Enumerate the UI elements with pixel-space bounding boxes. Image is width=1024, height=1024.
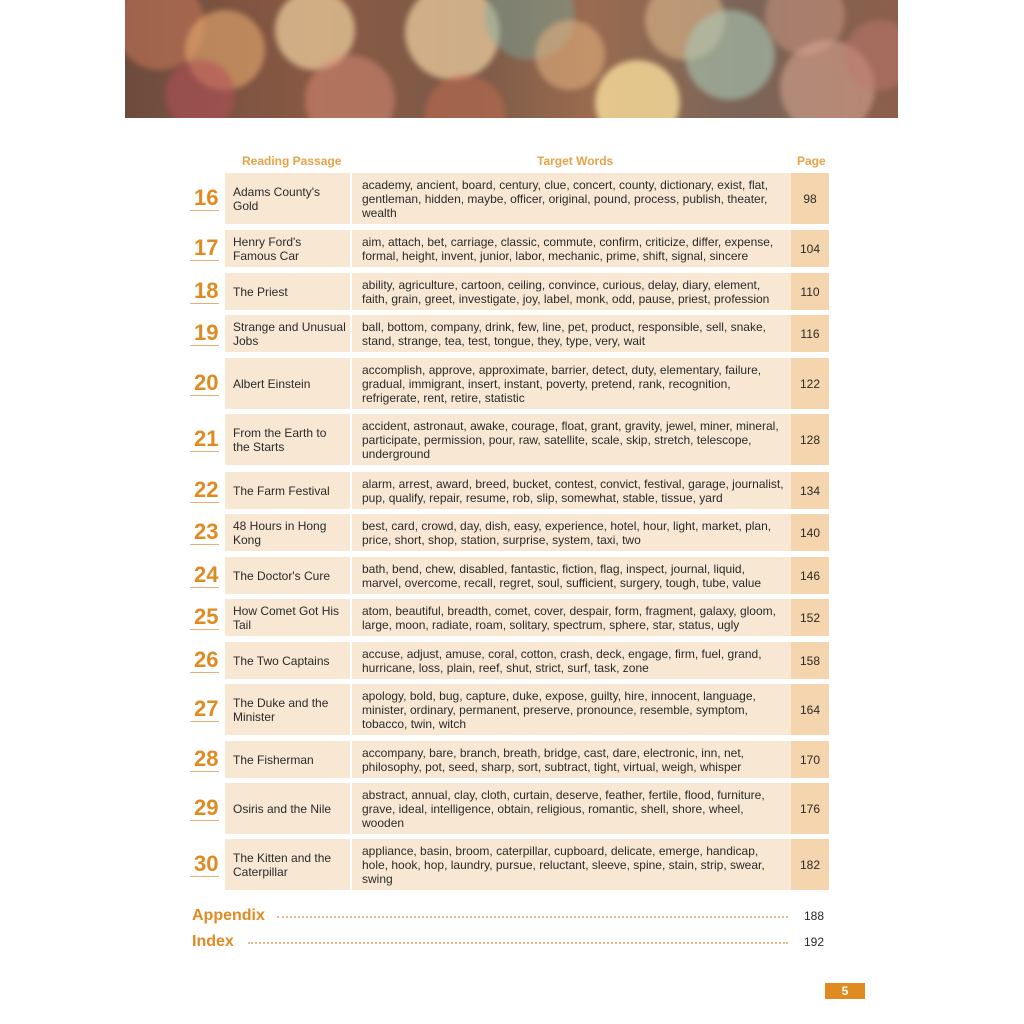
- page-number-cell: 128: [791, 414, 829, 465]
- passage-title: The Two Captains: [225, 642, 350, 679]
- page-number-cell: 152: [791, 599, 829, 636]
- table-row: [190, 839, 830, 890]
- passage-title: The Farm Festival: [225, 472, 350, 509]
- lesson-number: 22: [190, 472, 222, 509]
- page-number-cell: 146: [791, 557, 829, 594]
- passage-title: Henry Ford's Famous Car: [225, 230, 350, 267]
- target-words: alarm, arrest, award, breed, bucket, contest, convict, festival, garage, journalist, pup, qualify, repair, resume, rob, slip, somewhat, stable, tissue, yard: [352, 472, 791, 509]
- table-header: [190, 152, 830, 172]
- table-row: [190, 741, 830, 778]
- table-row: [190, 472, 830, 509]
- index-entry: [192, 932, 824, 952]
- lesson-number: 17: [190, 230, 222, 267]
- appendix-entry: [192, 906, 824, 926]
- target-words: ball, bottom, company, drink, few, line, pet, product, responsible, sell, snake, stand, strange, tea, test, tongue, they, type, very, wait: [352, 315, 791, 352]
- lesson-number: 26: [190, 642, 222, 679]
- target-words: aim, attach, bet, carriage, classic, commute, confirm, criticize, differ, expense, formal, height, invent, junior, labor, mechanic, prime, shift, signal, sincere: [352, 230, 791, 267]
- leader-dots: [248, 942, 788, 944]
- table-row: [190, 557, 830, 594]
- header-reading-passage: Reading Passage: [242, 154, 342, 168]
- page-number-cell: 116: [791, 315, 829, 352]
- passage-title: Albert Einstein: [225, 358, 350, 409]
- passage-title: Osiris and the Nile: [225, 783, 350, 834]
- lesson-number: 18: [190, 273, 222, 310]
- table-row: [190, 514, 830, 551]
- lesson-number: 28: [190, 741, 222, 778]
- page-number-cell: 170: [791, 741, 829, 778]
- page-number-cell: 164: [791, 684, 829, 735]
- table-row: [190, 414, 830, 465]
- page-number-cell: 110: [791, 273, 829, 310]
- page-number-cell: 176: [791, 783, 829, 834]
- lesson-number: 25: [190, 599, 222, 636]
- appendix-label: Appendix: [192, 907, 265, 924]
- passage-title: Adams County's Gold: [225, 173, 350, 224]
- lesson-number: 20: [190, 358, 222, 409]
- passage-title: The Kitten and the Caterpillar: [225, 839, 350, 890]
- header-page: Page: [797, 154, 826, 168]
- target-words: accompany, bare, branch, breath, bridge, cast, dare, electronic, inn, net, philosophy, pot, seed, sharp, sort, subtract, tight, virtual, weigh, whisper: [352, 741, 791, 778]
- target-words: bath, bend, chew, disabled, fantastic, fiction, flag, inspect, journal, liquid, marvel, overcome, recall, regret, soul, sufficient, surgery, tough, tube, value: [352, 557, 791, 594]
- page-number-badge: 5: [825, 983, 865, 999]
- table-row: [190, 783, 830, 834]
- lesson-number: 27: [190, 684, 222, 735]
- passage-title: From the Earth to the Starts: [225, 414, 350, 465]
- passage-title: The Doctor's Cure: [225, 557, 350, 594]
- table-of-contents: [190, 152, 830, 886]
- index-label: Index: [192, 933, 234, 950]
- page-number-cell: 134: [791, 472, 829, 509]
- table-row: [190, 173, 830, 224]
- page-number-cell: 98: [791, 173, 829, 224]
- page-number-cell: 140: [791, 514, 829, 551]
- page-number-cell: 122: [791, 358, 829, 409]
- target-words: appliance, basin, broom, caterpillar, cupboard, delicate, emerge, handicap, hole, hook, hop, laundry, pursue, reluctant, sleeve, spine, stain, strip, swear, swing: [352, 839, 791, 890]
- lesson-number: 30: [190, 839, 222, 890]
- table-row: [190, 273, 830, 310]
- lesson-number: 24: [190, 557, 222, 594]
- passage-title: The Priest: [225, 273, 350, 310]
- table-row: [190, 684, 830, 735]
- passage-title: The Duke and the Minister: [225, 684, 350, 735]
- passage-title: How Comet Got His Tail: [225, 599, 350, 636]
- bokeh-banner-image: [125, 0, 898, 118]
- passage-title: 48 Hours in Hong Kong: [225, 514, 350, 551]
- lesson-number: 21: [190, 414, 222, 465]
- lesson-number: 23: [190, 514, 222, 551]
- page-number-cell: 158: [791, 642, 829, 679]
- target-words: accident, astronaut, awake, courage, float, grant, gravity, jewel, miner, mineral, participate, permission, pour, raw, satellite, scale, skip, stretch, telescope, underground: [352, 414, 791, 465]
- target-words: academy, ancient, board, century, clue, concert, county, dictionary, exist, flat, gentleman, hidden, maybe, officer, original, pound, process, publish, theater, wealth: [352, 173, 791, 224]
- index-page: 192: [803, 935, 824, 949]
- page-number-cell: 104: [791, 230, 829, 267]
- appendix-page: 188: [803, 909, 824, 923]
- passage-title: The Fisherman: [225, 741, 350, 778]
- page-number-cell: 182: [791, 839, 829, 890]
- target-words: apology, bold, bug, capture, duke, expose, guilty, hire, innocent, language, minister, ordinary, permanent, preserve, pronounce, resemble, symptom, tobacco, twin, witch: [352, 684, 791, 735]
- passage-title: Strange and Unusual Jobs: [225, 315, 350, 352]
- target-words: accuse, adjust, amuse, coral, cotton, crash, deck, engage, firm, fuel, grand, hurricane, loss, plain, reef, shut, strict, surf, task, zone: [352, 642, 791, 679]
- table-row: [190, 358, 830, 409]
- table-row: [190, 599, 830, 636]
- lesson-number: 19: [190, 315, 222, 352]
- lesson-number: 29: [190, 783, 222, 834]
- target-words: atom, beautiful, breadth, comet, cover, despair, form, fragment, galaxy, gloom, large, moon, radiate, roam, solitary, spectrum, sphere, star, status, ugly: [352, 599, 791, 636]
- table-row: [190, 230, 830, 267]
- target-words: abstract, annual, clay, cloth, curtain, deserve, feather, fertile, flood, furniture, grave, ideal, intelligence, obtain, religious, romantic, shell, shore, wheel, wooden: [352, 783, 791, 834]
- target-words: accomplish, approve, approximate, barrier, detect, duty, elementary, failure, gradual, immigrant, insert, instant, poverty, pretend, rank, recognition, refrigerate, rent, retire, statistic: [352, 358, 791, 409]
- leader-dots: [277, 916, 788, 918]
- table-row: [190, 642, 830, 679]
- table-row: [190, 315, 830, 352]
- target-words: best, card, crowd, day, dish, easy, experience, hotel, hour, light, market, plan, price, short, shop, station, surprise, system, taxi, two: [352, 514, 791, 551]
- lesson-number: 16: [190, 173, 222, 224]
- target-words: ability, agriculture, cartoon, ceiling, convince, curious, delay, diary, element, faith, grain, greet, investigate, joy, label, monk, odd, pause, priest, profession: [352, 273, 791, 310]
- header-target-words: Target Words: [537, 154, 614, 168]
